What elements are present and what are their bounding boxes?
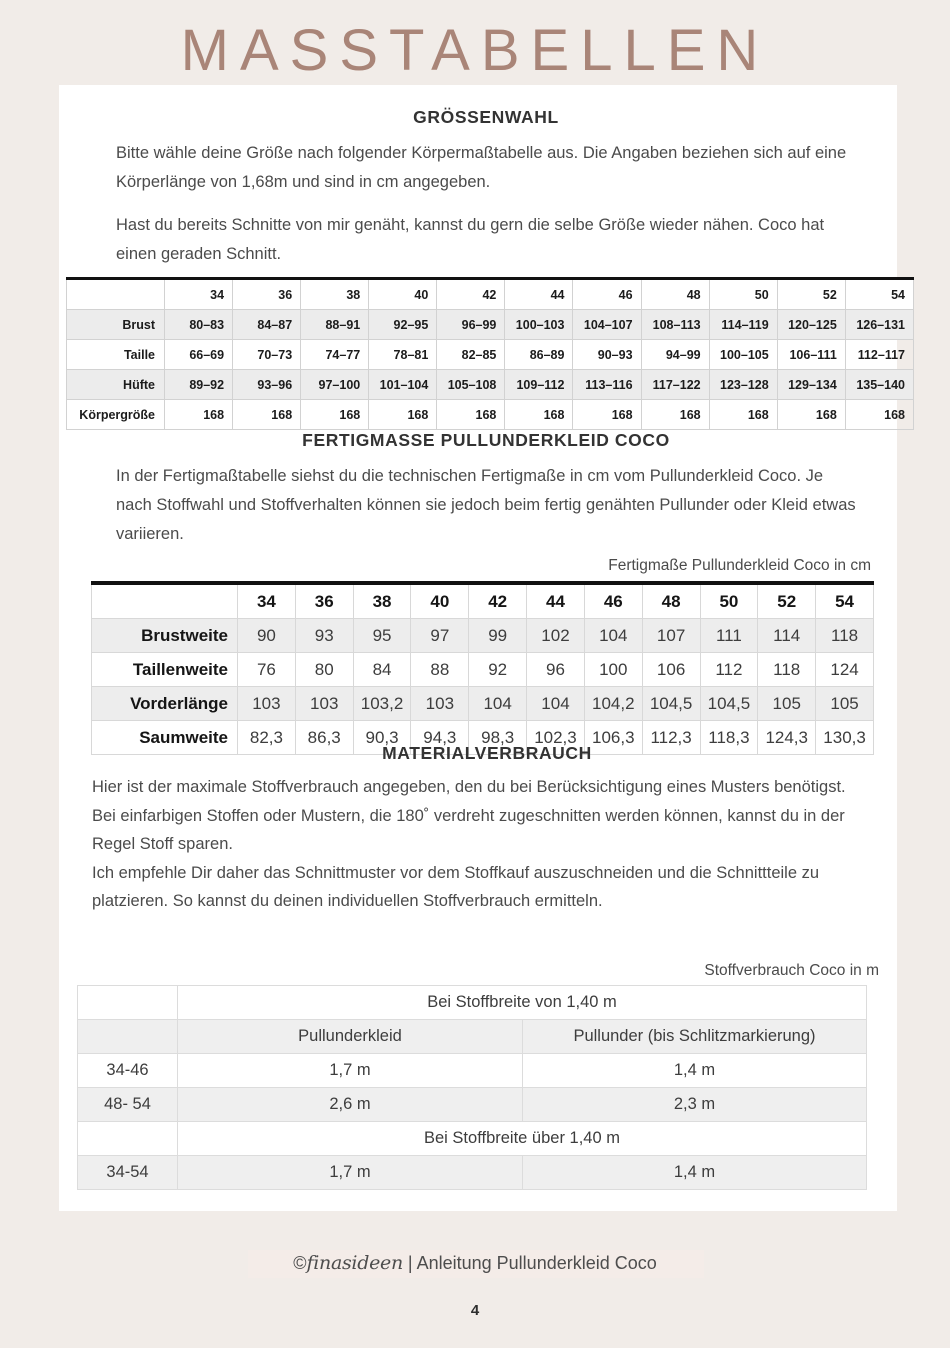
cell: 103 <box>411 687 469 721</box>
size-header: 40 <box>411 583 469 619</box>
cell: 101–104 <box>369 370 437 400</box>
table-row <box>67 310 914 340</box>
table-row <box>92 619 874 653</box>
cell: 70–73 <box>233 340 301 370</box>
size-header: 52 <box>758 583 816 619</box>
cell: 104–107 <box>573 310 641 340</box>
cell: 109–112 <box>505 370 573 400</box>
empty-cell <box>78 1020 178 1054</box>
cell: 98,3 <box>469 721 527 755</box>
document-sheet <box>59 85 905 1211</box>
row-label: Taille <box>67 340 165 370</box>
table-row <box>92 653 874 687</box>
cell: 82,3 <box>238 721 296 755</box>
size-header: 52 <box>777 279 845 310</box>
cell: 124 <box>816 653 874 687</box>
table-row <box>78 1088 867 1122</box>
cell: 80–83 <box>165 310 233 340</box>
cell: 168 <box>573 400 641 430</box>
size-header: 50 <box>700 583 758 619</box>
size-header: 42 <box>437 279 505 310</box>
cell: 105 <box>758 687 816 721</box>
cell: 89–92 <box>165 370 233 400</box>
size-header: 36 <box>233 279 301 310</box>
cell: 96 <box>527 653 585 687</box>
fertigmasse-text <box>116 462 856 549</box>
table-row <box>92 687 874 721</box>
group-title-1: Bei Stoffbreite von 1,40 m <box>178 986 867 1020</box>
group-title-row <box>78 1122 867 1156</box>
cell: 106–111 <box>777 340 845 370</box>
table-row <box>67 400 914 430</box>
cell: 168 <box>641 400 709 430</box>
cell: 78–81 <box>369 340 437 370</box>
size-header: 38 <box>301 279 369 310</box>
fabric-consumption-table-wrap <box>77 985 867 1190</box>
groessenwahl-text <box>116 139 856 269</box>
cell: 168 <box>845 400 913 430</box>
cell: 1,4 m <box>523 1054 867 1088</box>
cell: 86,3 <box>295 721 353 755</box>
cell: 74–77 <box>301 340 369 370</box>
size-header: 34 <box>165 279 233 310</box>
cell: 112 <box>700 653 758 687</box>
cell: 168 <box>369 400 437 430</box>
size-header: 38 <box>353 583 411 619</box>
row-label: Körpergröße <box>67 400 165 430</box>
row-label: Brust <box>67 310 165 340</box>
cell: 92–95 <box>369 310 437 340</box>
cell: 107 <box>642 619 700 653</box>
cell: 93 <box>295 619 353 653</box>
body-measurements-table-wrap <box>66 277 914 430</box>
cell: 95 <box>353 619 411 653</box>
cell: 96–99 <box>437 310 505 340</box>
cell: 88–91 <box>301 310 369 340</box>
cell: 106,3 <box>584 721 642 755</box>
cell: 168 <box>301 400 369 430</box>
finished-measurements-table <box>91 581 874 755</box>
size-range: 48- 54 <box>78 1088 178 1122</box>
cell: 103 <box>295 687 353 721</box>
cell: 108–113 <box>641 310 709 340</box>
fertigmasse-paragraph: In der Fertigmaßtabelle siehst du die technischen Fertigmaße in cm vom Pullunderkleid Coco. Je nach Stoffwahl und Stoffverhalten können sie jedoch beim fertig genähten Pullunder oder Kleid etwas variieren. <box>116 467 856 543</box>
size-header: 34 <box>238 583 296 619</box>
cell: 100–103 <box>505 310 573 340</box>
footer <box>0 1252 950 1274</box>
cell: 84 <box>353 653 411 687</box>
cell: 97–100 <box>301 370 369 400</box>
column-header-pullunder: Pullunder (bis Schlitzmarkierung) <box>523 1020 867 1054</box>
cell: 97 <box>411 619 469 653</box>
row-label: Brustweite <box>92 619 238 653</box>
column-header-kleid: Pullunderkleid <box>178 1020 523 1054</box>
cell: 120–125 <box>777 310 845 340</box>
cell: 114–119 <box>709 310 777 340</box>
cell: 111 <box>700 619 758 653</box>
cell: 99 <box>469 619 527 653</box>
cell: 106 <box>642 653 700 687</box>
page-number: 4 <box>470 1302 480 1319</box>
size-header: 46 <box>584 583 642 619</box>
materialverbrauch-paragraph-3: Ich empfehle Dir daher das Schnittmuster vor dem Stoffkauf auszuschneiden und die Schnittteile zu platzieren. So kannst du deinen individuellen Stoffverbrauch ermitteln. <box>92 863 820 910</box>
cell: 105 <box>816 687 874 721</box>
cell: 66–69 <box>165 340 233 370</box>
cell: 2,3 m <box>523 1088 867 1122</box>
cell: 168 <box>437 400 505 430</box>
cell: 104 <box>584 619 642 653</box>
page-title: MASSTABELLEN <box>180 18 770 83</box>
cell: 168 <box>709 400 777 430</box>
cell: 114 <box>758 619 816 653</box>
finished-measurements-caption: Fertigmaße Pullunderkleid Coco in cm <box>608 557 871 574</box>
corner-cell <box>92 583 238 619</box>
cell: 102,3 <box>527 721 585 755</box>
cell: 80 <box>295 653 353 687</box>
size-header: 54 <box>816 583 874 619</box>
materialverbrauch-text <box>92 773 882 916</box>
row-label: Vorderlänge <box>92 687 238 721</box>
size-header: 48 <box>641 279 709 310</box>
cell: 94–99 <box>641 340 709 370</box>
cell: 103,2 <box>353 687 411 721</box>
cell: 168 <box>165 400 233 430</box>
cell: 129–134 <box>777 370 845 400</box>
cell: 123–128 <box>709 370 777 400</box>
cell: 113–116 <box>573 370 641 400</box>
body-measurements-table <box>66 277 914 430</box>
cell: 86–89 <box>505 340 573 370</box>
fabric-consumption-table <box>77 985 867 1190</box>
size-header: 46 <box>573 279 641 310</box>
empty-cell <box>78 986 178 1020</box>
cell: 1,7 m <box>178 1156 523 1190</box>
cell: 126–131 <box>845 310 913 340</box>
cell: 93–96 <box>233 370 301 400</box>
size-header: 54 <box>845 279 913 310</box>
cell: 1,7 m <box>178 1054 523 1088</box>
copyright-icon: © <box>293 1253 307 1273</box>
section-materialverbrauch <box>92 743 882 916</box>
heading-materialverbrauch: MATERIALVERBRAUCH <box>382 743 592 763</box>
cell: 118 <box>816 619 874 653</box>
cell: 104,5 <box>642 687 700 721</box>
cell: 118 <box>758 653 816 687</box>
cell: 76 <box>238 653 296 687</box>
cell: 90–93 <box>573 340 641 370</box>
cell: 117–122 <box>641 370 709 400</box>
cell: 118,3 <box>700 721 758 755</box>
cell: 104,2 <box>584 687 642 721</box>
cell: 90 <box>238 619 296 653</box>
cell: 92 <box>469 653 527 687</box>
finished-measurements-table-wrap <box>91 581 874 755</box>
table-row <box>67 370 914 400</box>
row-label: Taillenweite <box>92 653 238 687</box>
size-range: 34-46 <box>78 1054 178 1088</box>
cell: 104 <box>469 687 527 721</box>
cell: 130,3 <box>816 721 874 755</box>
row-label: Hüfte <box>67 370 165 400</box>
cell: 94,3 <box>411 721 469 755</box>
size-header: 36 <box>295 583 353 619</box>
size-range: 34-54 <box>78 1156 178 1190</box>
section-fertigmasse <box>116 430 856 549</box>
cell: 104 <box>527 687 585 721</box>
cell: 90,3 <box>353 721 411 755</box>
footer-document-title: Anleitung Pullunderkleid Coco <box>416 1253 657 1273</box>
group-title-2: Bei Stoffbreite über 1,40 m <box>178 1122 867 1156</box>
size-header: 50 <box>709 279 777 310</box>
cell: 168 <box>505 400 573 430</box>
cell: 2,6 m <box>178 1088 523 1122</box>
size-header: 48 <box>642 583 700 619</box>
cell: 104,5 <box>700 687 758 721</box>
cell: 168 <box>233 400 301 430</box>
table-row <box>67 340 914 370</box>
corner-cell <box>67 279 165 310</box>
footer-separator: | <box>407 1253 413 1273</box>
size-header: 44 <box>527 583 585 619</box>
materialverbrauch-paragraph-2: Bei einfarbigen Stoffen oder Mustern, die 180˚ verdreht zugeschnitten werden können, kannst du in der Regel Stoff sparen. <box>92 806 845 853</box>
table-row <box>78 1156 867 1190</box>
heading-groessenwahl: GRÖSSENWAHL <box>413 107 559 127</box>
fabric-consumption-caption: Stoffverbrauch Coco in m <box>704 962 879 979</box>
cell: 168 <box>777 400 845 430</box>
row-label: Saumweite <box>92 721 238 755</box>
cell: 105–108 <box>437 370 505 400</box>
heading-fertigmasse: FERTIGMASSE PULLUNDERKLEID COCO <box>302 430 670 450</box>
column-header-row <box>78 1020 867 1054</box>
cell: 100–105 <box>709 340 777 370</box>
cell: 100 <box>584 653 642 687</box>
size-header: 40 <box>369 279 437 310</box>
cell: 84–87 <box>233 310 301 340</box>
cell: 135–140 <box>845 370 913 400</box>
table-row <box>78 1054 867 1088</box>
cell: 102 <box>527 619 585 653</box>
size-header: 42 <box>469 583 527 619</box>
cell: 112,3 <box>642 721 700 755</box>
group-title-row <box>78 986 867 1020</box>
section-groessenwahl <box>116 107 856 269</box>
cell: 103 <box>238 687 296 721</box>
materialverbrauch-paragraph-1: Hier ist der maximale Stoffverbrauch angegeben, den du bei Berücksichtigung eines Musters benötigst. <box>92 778 846 796</box>
size-header: 44 <box>505 279 573 310</box>
groessenwahl-paragraph-2: Hast du bereits Schnitte von mir genäht, kannst du gern die selbe Größe wieder nähen. Coco hat einen geraden Schnitt. <box>116 216 825 263</box>
groessenwahl-paragraph-1: Bitte wähle deine Größe nach folgender Körpermaßtabelle aus. Die Angaben beziehen sich auf eine Körperlänge von 1,68m und sind in cm angegeben. <box>116 144 847 191</box>
table-header-row <box>67 279 914 310</box>
cell: 124,3 <box>758 721 816 755</box>
cell: 82–85 <box>437 340 505 370</box>
cell: 88 <box>411 653 469 687</box>
table-header-row <box>92 583 874 619</box>
cell: 1,4 m <box>523 1156 867 1190</box>
empty-cell <box>78 1122 178 1156</box>
cell: 112–117 <box>845 340 913 370</box>
brand-name: finasideen <box>306 1252 403 1274</box>
